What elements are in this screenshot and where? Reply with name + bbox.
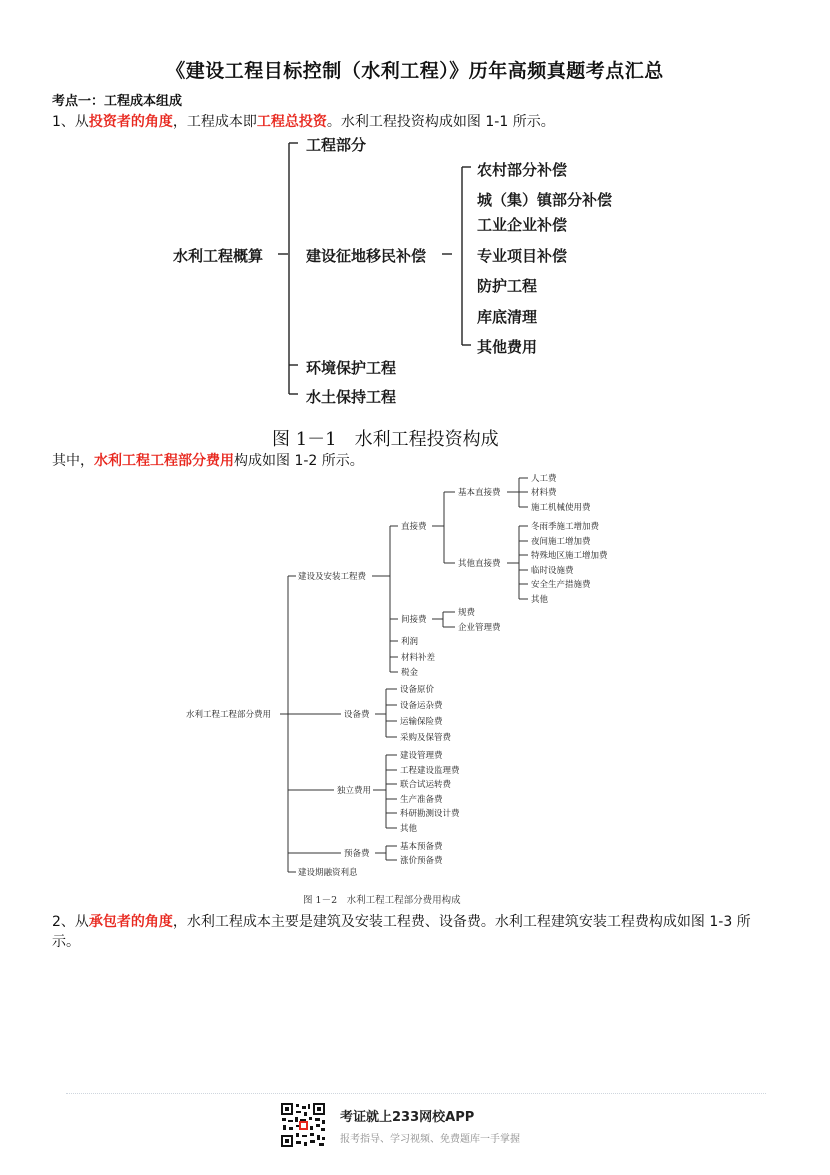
fig2-leaf: 采购及保管费 [400,733,452,743]
p1-text-a: 1、从 [52,114,89,130]
fig2-root: 水利工程工程部分费用 [186,710,272,720]
document-title: 《建设工程目标控制（水利工程）》历年高频真题考点汇总 [166,60,664,82]
fig2-leaf: 规费 [458,608,476,618]
fig2-node: 直接费 [401,522,427,532]
fig2-leaf: 利润 [401,637,419,647]
fig2-leaf: 人工费 [531,474,557,484]
fig2-leaf: 其他 [531,595,549,605]
fig2-node: 基本直接费 [458,488,501,498]
p3-text-d: 示。 [52,934,80,950]
fig1-l1-item: 建设征地移民补偿 [306,247,427,265]
p1-text-e: 。水利工程投资构成如图 1-1 所示。 [326,114,555,130]
fig2-leaf: 临时设施费 [531,566,574,576]
fig2-node: 其他直接费 [458,559,501,569]
qr-code-icon [280,1102,326,1148]
fig2-leaf: 设备原价 [400,685,435,695]
fig2-leaf: 材料费 [531,488,557,498]
p1-text-c: ，工程成本即 [172,114,257,130]
footer-divider [66,1093,766,1094]
fig2-leaf: 科研勘测设计费 [400,809,460,819]
fig1-l2-item: 城（集）镇部分补偿 [477,191,613,209]
fig2-leaf: 企业管理费 [458,623,501,633]
p2-text-a: 其中， [52,453,94,469]
fig1-l1-item: 水土保持工程 [306,388,397,406]
fig1-l1-item: 环境保护工程 [306,359,397,377]
p2-highlight: 水利工程工程部分费用 [94,453,234,469]
fig2-leaf: 基本预备费 [400,842,443,852]
fig2-caption: 图 1－2 水利工程工程部分费用构成 [303,895,461,906]
p3-text-c: ，水利工程成本主要是建筑及安装工程费、设备费。水利工程建筑安装工程费构成如图 1-3 所 [172,914,751,930]
fig2-node: 预备费 [344,849,370,859]
fig2-leaf: 工程建设监理费 [400,766,460,776]
fig1-root: 水利工程概算 [173,247,264,265]
fig1-l2-item: 工业企业补偿 [477,216,568,234]
fig2-leaf: 生产准备费 [400,795,443,805]
fig2-leaf: 联合试运转费 [400,780,452,790]
fig2-node: 建设期融资利息 [298,868,358,878]
fig2-leaf: 其他 [400,824,418,834]
fig2-node: 建设及安装工程费 [298,572,367,582]
fig2-leaf: 冬雨季施工增加费 [531,522,600,532]
footer-app-subtitle: 报考指导、学习视频、免费题库一手掌握 [340,1134,520,1145]
section-heading: 考点一：工程成本组成 [52,94,183,109]
fig1-l2-item: 专业项目补偿 [477,247,568,265]
fig2-leaf: 涨价预备费 [400,856,443,866]
fig1-l1-item: 工程部分 [306,136,367,154]
p3-highlight: 承包者的角度 [88,914,173,930]
p1-highlight-investor: 投资者的角度 [88,114,173,130]
fig2-leaf: 材料补差 [401,653,436,663]
fig2-leaf: 税金 [401,668,419,678]
fig2-leaf: 安全生产措施费 [531,580,591,590]
fig1-l2-item: 库底清理 [477,308,538,326]
fig2-leaf: 建设管理费 [400,751,443,761]
p2-text-c: 构成如图 1-2 所示。 [234,453,364,469]
fig1-caption: 图 1－1 水利工程投资构成 [272,429,499,450]
fig2-leaf: 设备运杂费 [400,701,443,711]
fig2-leaf: 特殊地区施工增加费 [531,551,608,561]
fig2-node: 间接费 [401,615,427,625]
fig1-l2-item: 防护工程 [477,277,538,295]
fig2-node: 设备费 [344,710,370,720]
fig2-leaf: 施工机械使用费 [531,503,591,513]
paragraph-3 [52,912,782,952]
fig1-l2-item: 其他费用 [477,338,538,356]
fig2-node: 独立费用 [337,786,372,796]
p3-text-a: 2、从 [52,914,89,930]
fig2-leaf: 运输保险费 [400,717,443,727]
p1-highlight-total: 工程总投资 [256,114,327,130]
fig2-leaf: 夜间施工增加费 [531,537,591,547]
footer-app-title: 考证就上233网校APP [340,1110,475,1125]
fig1-l2-item: 农村部分补偿 [477,161,568,179]
